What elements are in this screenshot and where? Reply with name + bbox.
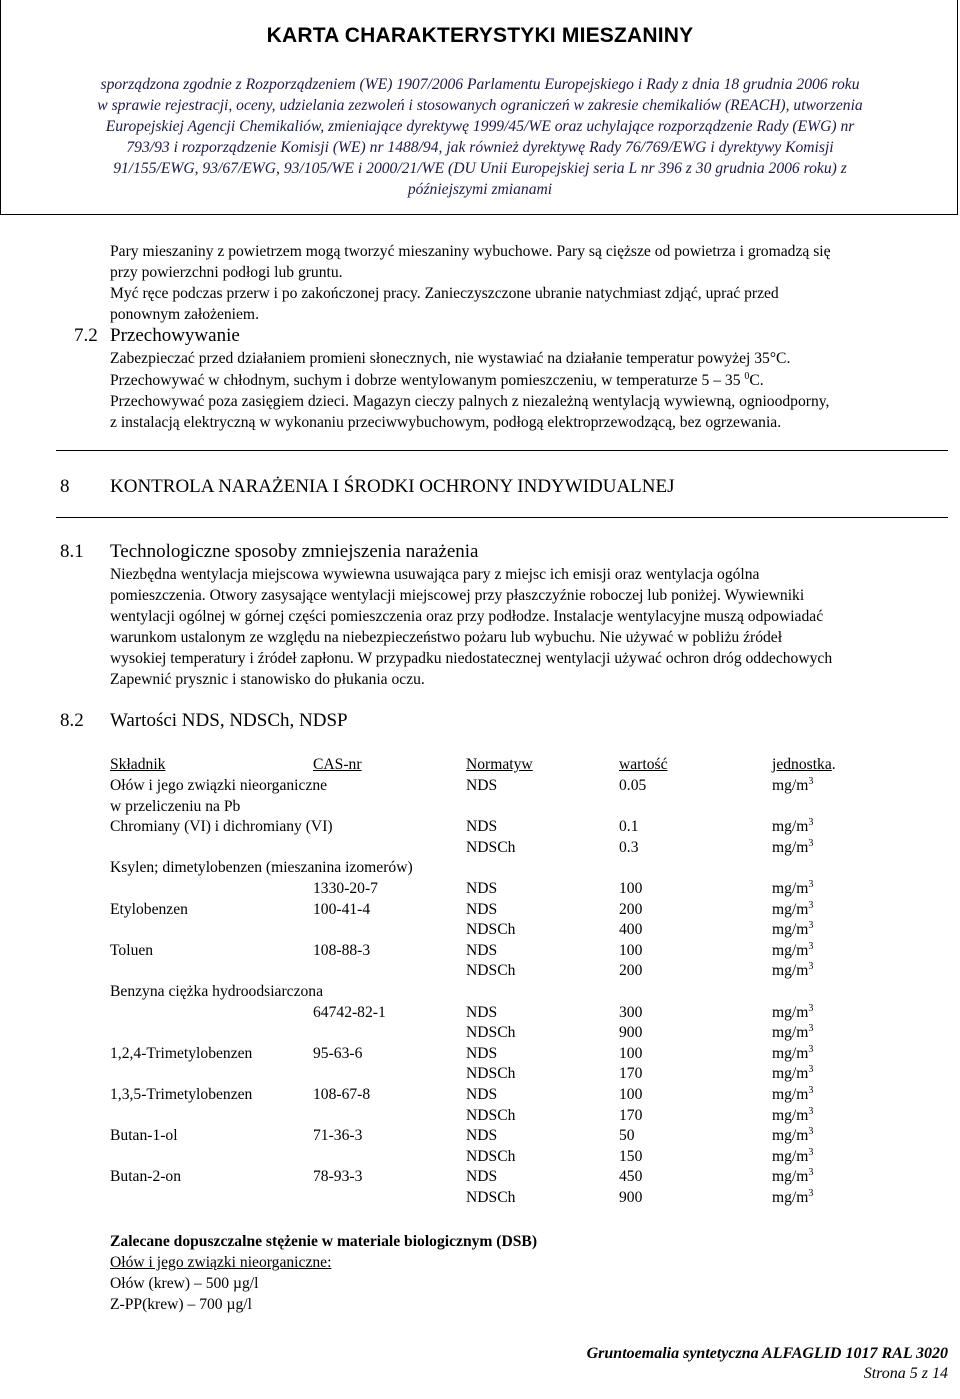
table-cell-unit: $mg/m^3$ [772, 879, 814, 897]
table-cell-unit: $mg/m^3$ [772, 961, 814, 979]
table-cell-cas: 108-67-8 [313, 1086, 371, 1103]
temperature-unit: C. [749, 372, 764, 389]
table-cell-unit: $mg/m^3$ [772, 1126, 814, 1144]
degree-mark: 0 [744, 371, 750, 382]
legal-line: Europejskiej Agencji Chemikaliów, zmieniające dyrektywę 1999/45/WE oraz uchylające rozporządzenie Rady (EWG) nr [105, 118, 855, 135]
divider [56, 450, 948, 451]
table-cell-value: 150 [619, 1148, 643, 1165]
table-cell-unit: $mg/m^3$ [772, 1106, 814, 1124]
table-cell-value: 0.05 [619, 777, 647, 794]
legal-line: sporządzona zgodnie z Rozporządzeniem (WE) 1907/2006 Parlamentu Europejskiego i Rady z dnia 18 grudnia 2006 roku [100, 76, 860, 93]
table-cell-unit: $mg/m^3$ [772, 1167, 814, 1185]
section-8-number: 8 [60, 476, 70, 497]
table-cell-name: Chromiany (VI) i dichromiany (VI) [110, 818, 333, 835]
table-cell-name: Ksylen; dimetylobenzen (mieszanina izomerów) [110, 859, 413, 876]
section-8-2-number: 8.2 [60, 710, 84, 731]
table-header-unit: jednostka [772, 756, 832, 773]
table-header-unit-cell [772, 756, 836, 774]
table-header-cas: CAS-nr [313, 756, 362, 773]
table-cell-name: Butan-2-on [110, 1168, 182, 1185]
legal-basis [40, 74, 920, 200]
table-cell-value: 900 [619, 1189, 643, 1206]
paragraph-line: Zabezpieczać przed działaniem promieni słonecznych, nie wystawiać na działanie temperatur powyżej 35°C. [110, 350, 791, 367]
table-cell-unit: $mg/m^3$ [772, 838, 814, 856]
table-cell-norm: NDSCh [466, 921, 516, 938]
paragraph-line: przy powierzchni podłogi lub gruntu. [110, 264, 343, 281]
paragraph-line: Pary mieszaniny z powietrzem mogą tworzyć mieszaniny wybuchowe. Pary są cięższe od powietrza i gromadzą się [110, 243, 831, 260]
table-cell-name: Ołów i jego związki nieorganiczne [110, 777, 328, 794]
table-cell-value: 300 [619, 1004, 643, 1021]
table-cell-value: 170 [619, 1065, 643, 1082]
table-cell-norm: NDS [466, 1168, 498, 1185]
dsb-line: Ołów (krew) – 500 µg/l [110, 1275, 259, 1292]
section-8-1-title: Technologiczne sposoby zmniejszenia narażenia [110, 541, 479, 562]
table-cell-unit: $mg/m^3$ [772, 1044, 814, 1062]
dsb-title: Zalecane dopuszczalne stężenie w materiale biologicznym (DSB) [110, 1233, 538, 1250]
paragraph-line: Zapewnić prysznic i stanowisko do płukania oczu. [110, 671, 425, 688]
divider [56, 517, 948, 518]
paragraph-line: Niezbędna wentylacja miejscowa wywiewna usuwająca pary z miejsc ich emisji oraz wentylacja ogólna [110, 566, 760, 583]
table-cell-unit: $mg/m^3$ [772, 1188, 814, 1206]
document-title: KARTA CHARAKTERYSTYKI MIESZANINY [266, 24, 694, 47]
table-cell-unit: $mg/m^3$ [772, 776, 814, 794]
table-cell-norm: NDS [466, 1086, 498, 1103]
table-cell-norm: NDS [466, 1045, 498, 1062]
temperature-text: Przechowywać w chłodnym, suchym i dobrze wentylowanym pomieszczeniu, w temperaturze 5 – 35 [110, 372, 741, 389]
section-8-title: KONTROLA NARAŻENIA I ŚRODKI OCHRONY INDYWIDUALNEJ [110, 476, 675, 497]
table-cell-name: 1,2,4-Trimetylobenzen [110, 1045, 253, 1062]
table-cell-name: Benzyna ciężka hydroodsiarczona [110, 983, 324, 1000]
paragraph-line: wentylacji ogólnej w górnej części pomieszczenia oraz przy podłodze. Instalacje wentylacyjne muszą odpowiadać [110, 608, 824, 625]
paragraph-line: ponownym założeniem. [110, 306, 259, 323]
table-cell-value: 100 [619, 942, 643, 959]
table-cell-norm: NDSCh [466, 962, 516, 979]
table-cell-value: 0.3 [619, 839, 639, 856]
table-cell-cas: 64742-82-1 [313, 1004, 386, 1021]
table-cell-unit: $mg/m^3$ [772, 920, 814, 938]
paragraph-line: z instalacją elektryczną w wykonaniu przeciwwybuchowym, podłogą elektroprzewodzącą, bez ogrzewania. [110, 414, 782, 431]
footer-page-number: Strona 5 z 14 [863, 1365, 948, 1382]
table-header-component: Składnik [110, 756, 166, 773]
table-cell-value: 450 [619, 1168, 643, 1185]
table-cell-norm: NDSCh [466, 1107, 516, 1124]
paragraph-line: pomieszczenia. Otwory zasysające wentylacji miejscowej przy płaszczyźnie roboczej lub poniżej. Wywiewniki [110, 587, 805, 604]
table-cell-norm: NDS [466, 818, 498, 835]
table-header-norm: Normatyw [466, 756, 533, 773]
table-header-value: wartość [619, 756, 668, 773]
table-cell-value: 100 [619, 1086, 643, 1103]
legal-line: 91/155/EWG, 93/67/EWG, 93/105/WE i 2000/21/WE (DU Unii Europejskiej seria L nr 396 z 30 grudnia 2006 roku) z [113, 160, 847, 177]
table-cell-norm: NDS [466, 1127, 498, 1144]
table-cell-norm: NDSCh [466, 1024, 516, 1041]
table-cell-cas: 1330-20-7 [313, 880, 378, 897]
table-cell-unit: $mg/m^3$ [772, 817, 814, 835]
table-cell-cas: 71-36-3 [313, 1127, 363, 1144]
table-cell-value: 100 [619, 1045, 643, 1062]
legal-line: 793/93 i rozporządzenie Komisji (WE) nr 1488/94, jak również dyrektywę Rady 76/769/EWG i dyrektywy Komisji [126, 139, 834, 156]
table-cell-value: 200 [619, 901, 643, 918]
table-cell-unit: $mg/m^3$ [772, 1064, 814, 1082]
paragraph-line [110, 372, 764, 390]
table-header-tail: . [831, 756, 836, 773]
table-cell-name: Toluen [110, 942, 154, 959]
dsb-subtitle: Ołów i jego związki nieorganiczne: [110, 1254, 332, 1271]
table-cell-value: 170 [619, 1107, 643, 1124]
table-cell-unit: $mg/m^3$ [772, 1023, 814, 1041]
table-cell-value: 400 [619, 921, 643, 938]
table-cell-unit: $mg/m^3$ [772, 1085, 814, 1103]
table-cell-norm: NDSCh [466, 1148, 516, 1165]
section-8-2-title: Wartości NDS, NDSCh, NDSP [110, 710, 348, 731]
section-7-2-title: Przechowywanie [110, 325, 240, 346]
table-cell-norm: NDS [466, 901, 498, 918]
table-cell-cas: 95-63-6 [313, 1045, 363, 1062]
table-cell-norm: NDSCh [466, 1189, 516, 1206]
paragraph-line: Myć ręce podczas przerw i po zakończonej pracy. Zanieczyszczone ubranie natychmiast zdjąć, uprać przed [110, 285, 779, 302]
table-cell-unit: $mg/m^3$ [772, 1003, 814, 1021]
table-cell-norm: NDS [466, 880, 498, 897]
table-cell-name: Etylobenzen [110, 901, 188, 918]
table-cell-norm: NDSCh [466, 1065, 516, 1082]
section-7-2-number: 7.2 [74, 325, 98, 346]
table-cell-norm: NDSCh [466, 839, 516, 856]
table-cell-value: 50 [619, 1127, 635, 1144]
table-cell-value: 200 [619, 962, 643, 979]
table-cell-norm: NDS [466, 942, 498, 959]
table-cell-name: 1,3,5-Trimetylobenzen [110, 1086, 253, 1103]
table-cell-norm: NDS [466, 1004, 498, 1021]
table-cell-unit: $mg/m^3$ [772, 1147, 814, 1165]
paragraph-line: Przechowywać poza zasięgiem dzieci. Magazyn cieczy palnych z niezależną wentylacją wywiewną, ognioodporny, [110, 393, 830, 410]
legal-line: późniejszymi zmianami [407, 181, 553, 198]
legal-line: w sprawie rejestracji, oceny, udzielania zezwoleń i stosowanych ograniczeń w zakresie chemikaliów (REACH), utworzenia [97, 97, 863, 114]
table-cell-value: 0.1 [619, 818, 639, 835]
table-cell-name: w przeliczeniu na Pb [110, 798, 241, 815]
dsb-line: Z-PP(krew) – 700 µg/l [110, 1296, 252, 1313]
table-cell-unit: $mg/m^3$ [772, 941, 814, 959]
table-cell-cas: 100-41-4 [313, 901, 371, 918]
table-cell-name: Butan-1-ol [110, 1127, 178, 1144]
footer-product-name: Gruntoemalia syntetyczna ALFAGLID 1017 RAL 3020 [586, 1345, 948, 1362]
table-cell-value: 900 [619, 1024, 643, 1041]
table-cell-norm: NDS [466, 777, 498, 794]
table-cell-cas: 108-88-3 [313, 942, 371, 959]
table-cell-value: 100 [619, 880, 643, 897]
paragraph-line: wysokiej temperatury i źródeł zapłonu. W przypadku niedostatecznej wentylacji używać ochron dróg oddechowych [110, 650, 833, 667]
table-cell-unit: $mg/m^3$ [772, 900, 814, 918]
section-8-1-number: 8.1 [60, 541, 84, 562]
table-cell-cas: 78-93-3 [313, 1168, 363, 1185]
paragraph-line: warunkom ustalonym ze względu na niebezpieczeństwo pożaru lub wybuchu. Nie używać w pobliżu źródeł [110, 629, 783, 646]
